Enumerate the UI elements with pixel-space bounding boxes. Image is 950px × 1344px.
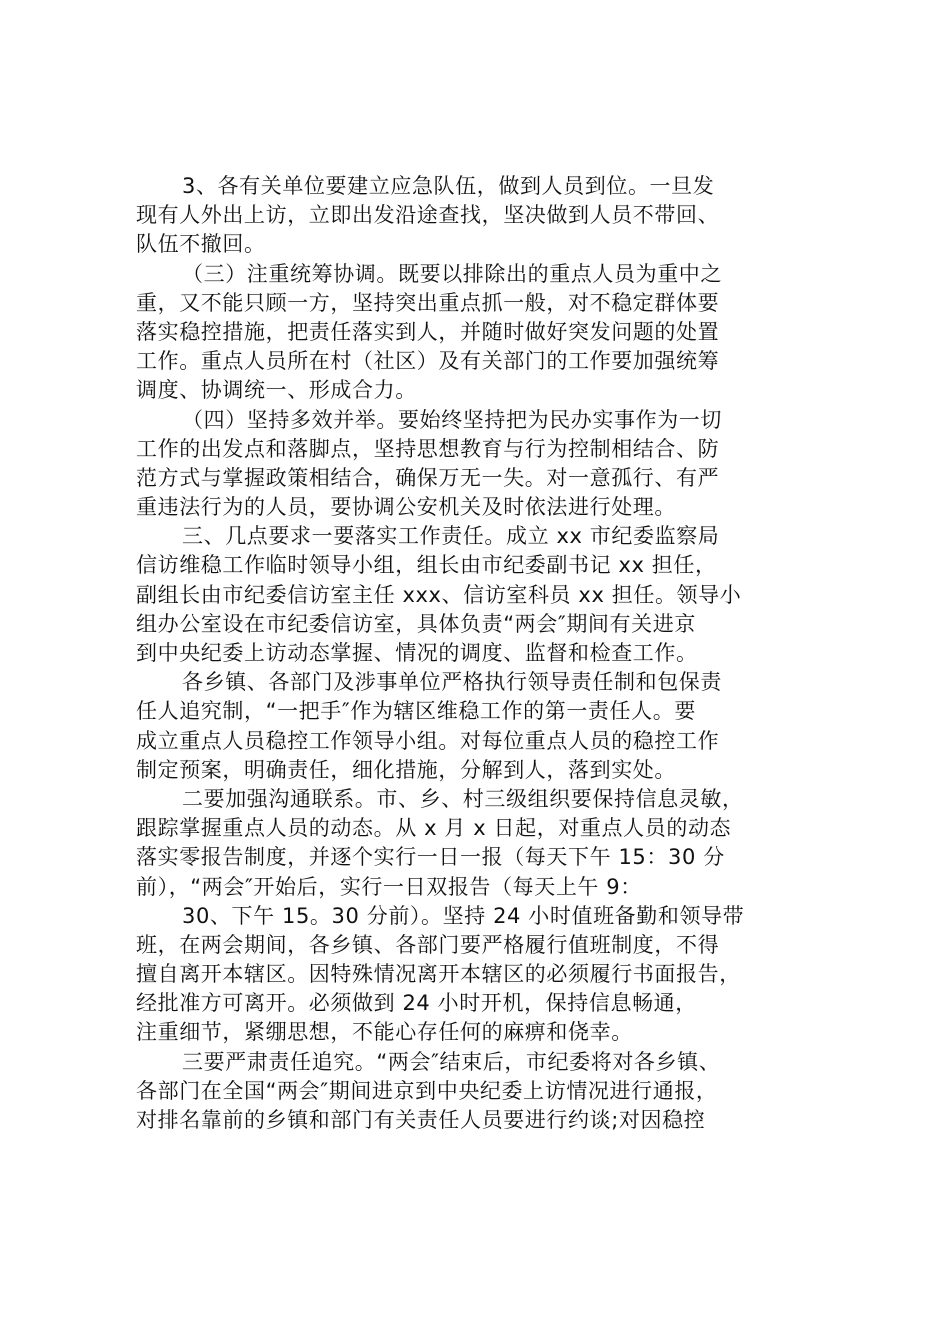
text-line: 二要加强沟通联系。市、乡、村三级组织要保持信息灵敏，: [182, 786, 744, 811]
text-line: （四）坚持多效并举。要始终坚持把为民办实事作为一切: [182, 407, 722, 432]
text-line: 三、几点要求一要落实工作责任。成立 xx 市纪委监察局: [182, 524, 720, 549]
text-line: 3、各有关单位要建立应急队伍，做到人员到位。一旦发: [182, 174, 715, 198]
text-line: 经批准方可离开。必须做到 24 小时开机，保持信息畅通，: [136, 991, 697, 1016]
text-line: 30、下午 15。30 分前）。坚持 24 小时值班备勤和领导带: [182, 903, 745, 928]
text-line: 副组长由市纪委信访室主任 xxx、信访室科员 xx 担任。领导小: [136, 582, 742, 607]
text-line: 现有人外出上访，立即出发沿途查找，坚决做到人员不带回、: [136, 203, 720, 228]
text-line: 任人追究制，“一把手″作为辖区维稳工作的第一责任人。要: [136, 699, 696, 724]
text-line: 重违法行为的人员，要协调公安机关及时依法进行处理。: [136, 495, 676, 520]
text-line: 落实稳控措施，把责任落实到人，并随时做好突发问题的处置: [136, 319, 720, 344]
text-line: （三）注重统筹协调。既要以排除出的重点人员为重中之: [182, 261, 722, 286]
text-line: 制定预案，明确责任，细化措施，分解到人，落到实处。: [136, 757, 676, 782]
text-line: 队伍不撤回。: [136, 232, 266, 257]
text-line: 跟踪掌握重点人员的动态。从 x 月 x 日起，对重点人员的动态: [136, 816, 732, 841]
text-line: 前），“两会″开始后，实行一日双报告（每天上午 9：: [136, 874, 642, 899]
text-line: 各部门在全国“两会″期间进京到中央纪委上访情况进行通报，: [136, 1078, 718, 1103]
text-line: 重，又不能只顾一方，坚持突出重点抓一般，对不稳定群体要: [136, 290, 720, 315]
text-line: 班，在两会期间，各乡镇、各部门要严格履行值班制度，不得: [136, 932, 720, 957]
text-line: 擅自离开本辖区。因特殊情况离开本辖区的必须履行书面报告，: [136, 962, 741, 987]
text-line: 工作的出发点和落脚点，坚持思想教育与行为控制相结合、防: [136, 436, 720, 461]
document-body: [136, 172, 836, 1135]
text-line: 到中央纪委上访动态掌握、情况的调度、监督和检查工作。: [136, 641, 698, 665]
text-line: 信访维稳工作临时领导小组，组长由市纪委副书记 xx 担任，: [136, 553, 717, 578]
text-line: 注重细节，紧绷思想，不能心存任何的麻痹和侥幸。: [136, 1020, 633, 1045]
text-line: 工作。重点人员所在村（社区）及有关部门的工作要加强统筹: [136, 349, 720, 374]
text-line: 调度、协调统一、形成合力。: [136, 378, 417, 403]
text-line: 组办公室设在市纪委信访室，具体负责“两会″期间有关进京: [136, 611, 696, 636]
text-line: 各乡镇、各部门及涉事单位严格执行领导责任制和包保责: [182, 670, 722, 695]
text-line: 三要严肃责任追究。“两会″结束后，市纪委将对各乡镇、: [182, 1049, 721, 1074]
text-line: 成立重点人员稳控工作领导小组。对每位重点人员的稳控工作: [136, 728, 720, 753]
text-line: 范方式与掌握政策相结合，确保万无一失。对一意孤行、有严: [136, 465, 720, 490]
text-line: 对排名靠前的乡镇和部门有关责任人员要进行约谈;对因稳控: [136, 1108, 706, 1132]
text-line: 落实零报告制度，并逐个实行一日一报（每天下午 15：30 分: [136, 845, 725, 870]
